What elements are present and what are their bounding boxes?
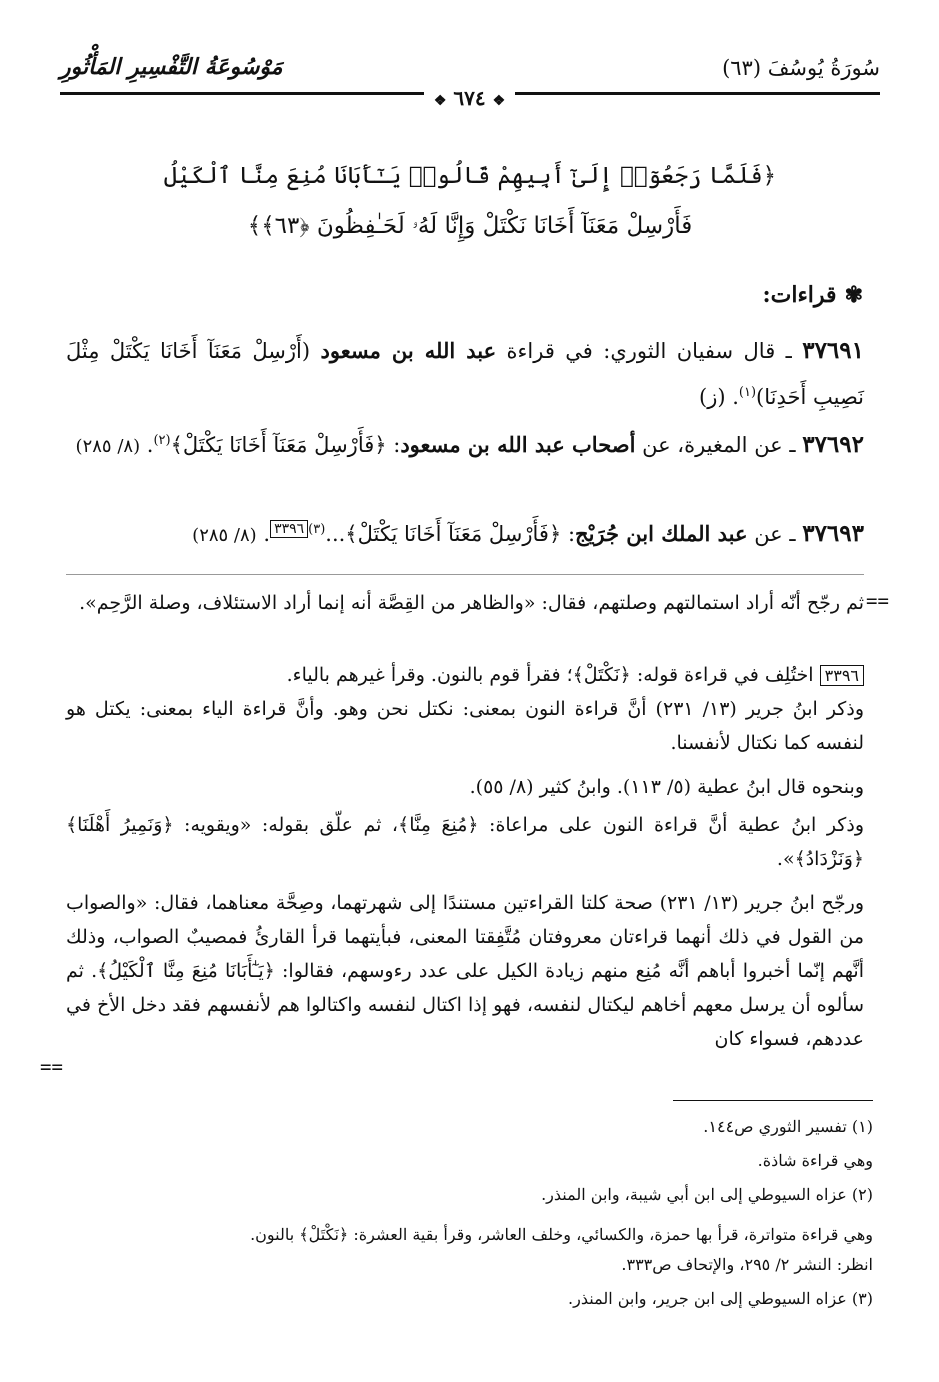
narration-quote: : ﴿فَأَرْسِلْ مَعَنَآ أَخَانَا يَكْتَلْ﴾ [170, 433, 401, 457]
ornament-icon: ❖ [433, 93, 447, 109]
section-title: قراءات: [762, 282, 837, 308]
footnote: (١) تفسير الثوري ص١٤٤. [703, 1117, 873, 1136]
narration-text: ـ قال سفيان الثوري: في قراءة [496, 339, 803, 363]
narrator-name: عبد الملك ابن جُرَيْج [575, 521, 748, 546]
book-title: مَوْسُوعَةُ التَّفْسِيرِ المَأْثُورِ [60, 54, 283, 80]
narrator-name: عبد الله بن مسعود [320, 338, 497, 363]
footnote-ref: (٢) [153, 433, 171, 448]
narration-entry [66, 420, 864, 468]
continuation-mark: == [40, 1056, 63, 1078]
section-heading [763, 282, 864, 308]
narrator-name: أصحاب عبد الله بن مسعود [400, 432, 636, 457]
footnote: (٣) عزاه السيوطي إلى ابن جرير، وابن المنذر. [568, 1289, 873, 1308]
commentary-paragraph: وذكر ابنُ جرير (١٣/ ٢٣١) أنَّ قراءة النون بمعنى: نكتل نحن وهو. وأنَّ قراءة الياء بمعنى: يكتل هو لنفسه كما نكتال لأنفسنا. [66, 698, 864, 754]
commentary-paragraph: ورجّح ابنُ جرير (١٣/ ٢٣١) صحة كلتا القراءتين مستندًا إلى شهرتهما، وصِحَّة معناهما، فقال: «والصواب من القول في ذلك أنهما قراءتان معروفتان مُتَّفِقتا المعنى، فبأيتهما قرأ القارئُ فمصيبٌ الصواب، وذلك أنَّهم إنّما أخبروا أباهم أنَّه مُنِع منهم زيادة الكيل على عدد رءوسهم، فقالوا: ﴿يَـٰٓأَبَانَا مُنِعَ مِنَّا ٱلْكَيْلُ﴾. ثم سألوه أن يرسل معهم أخاهم ليكتال لنفسه، فهو إذا اكتال لنفسه واكتالوا هم لأنفسهم فقد دخل الأخ في عددهم، فسواء كان [66, 892, 865, 1050]
narration-number: ٣٧٦٩٣ [802, 520, 864, 547]
narration-number: ٣٧٦٩١ [802, 337, 864, 364]
volume-page-ref: (٨/ ٢٨٥) [192, 525, 257, 546]
commentary-separator [66, 574, 864, 575]
narration-entry [66, 508, 864, 557]
commentary-paragraph: وبنحوه قال ابنُ عطية (٥/ ١١٣). وابنُ كثير (٨/ ٥٥). [469, 776, 864, 798]
narration-entry [66, 330, 864, 418]
commentary-number-box: ٣٣٩٦ [820, 665, 864, 686]
page-number-row [0, 88, 939, 114]
commentary-paragraph: وذكر ابنُ عطية أنَّ قراءة النون على مراعاة: ﴿مُنِعَ مِنَّا﴾، ثم علّق بقوله: «ويقويه: ﴿وَنَمِيرُ أَهْلَنَا﴾ ﴿وَنَزْدَادُ﴾». [66, 814, 864, 870]
commentary-text: اختُلِف في قراءة قوله: ﴿نَكْتَلْ﴾؛ فقرأ قوم بالنون. وقرأ غيرهم بالياء. [286, 664, 820, 686]
narration-quote: : ﴿فَأَرْسِلْ مَعَنَآ أَخَانَا يَكْتَلْ﴾... [325, 522, 576, 546]
commentary-ref-box: ٣٣٩٦ [270, 520, 308, 538]
commentary-paragraph: ثم رجّح أنّه أراد استمالتهم وصلتهم، فقال: «والظاهر من القِصَّة أنه إنما أراد الاستئلاف، وصلة الرَّحِم». [79, 592, 864, 614]
footnote-ref: (١) [738, 385, 757, 400]
ornament-icon: ❖ [492, 93, 506, 109]
footnote: وهي قراءة شاذة. [757, 1151, 873, 1170]
quran-verse-line-1: ﴿فَلَمَّا رَجَعُوٓا۟ إِلَىٰٓ أَبِيهِمْ قَالُوا۟ يَـٰٓأَبَانَا مُنِعَ مِنَّا ٱلْكَيْلُ [163, 163, 777, 189]
narration-tail: . (ز) [699, 385, 739, 409]
commentary-paragraph [66, 658, 864, 693]
quran-verse-line-2: فَأَرْسِلْ مَعَنَآ أَخَانَا نَكْتَلْ وَإِنَّا لَهُۥ لَحَـٰفِظُونَ ﴿٦٣﴾﴾ [247, 213, 693, 239]
narration-quote: (أَرْسِلْ مَعَنَآ أَخَانَا يَكْتَلْ مِثْلَ نَصِيبِ أَحَدِنَا) [66, 339, 864, 409]
footnote-separator [673, 1100, 873, 1101]
footnote: وهي قراءة متواترة، قرأ بها حمزة، والكسائي، وخلف العاشر، وقرأ بقية العشرة: ﴿نَكْتَلْ﴾ بالنون. [250, 1225, 873, 1244]
page-number: ٦٧٤ [453, 86, 486, 110]
narration-text: ـ عن المغيرة، عن [635, 433, 803, 457]
narration-tail: . [256, 522, 271, 546]
flower-ornament-icon: ✾ [844, 282, 863, 308]
narration-number: ٣٧٦٩٢ [802, 431, 864, 458]
volume-page-ref: (٨/ ٢٨٥) [75, 436, 141, 457]
narration-text: ـ عن [747, 522, 803, 546]
footnote: انظر: النشر ٢/ ٢٩٥، والإتحاف ص٣٣٣. [621, 1255, 873, 1274]
surah-title: سُورَةُ يُوسُفَ (٦٣) [722, 56, 880, 80]
footnote-ref: (٣) [308, 522, 326, 537]
footnote: (٢) عزاه السيوطي إلى ابن أبي شيبة، وابن المنذر. [541, 1185, 873, 1204]
page-number-box [424, 86, 515, 110]
continuation-mark: == [866, 590, 889, 612]
narration-tail: . [140, 433, 154, 457]
